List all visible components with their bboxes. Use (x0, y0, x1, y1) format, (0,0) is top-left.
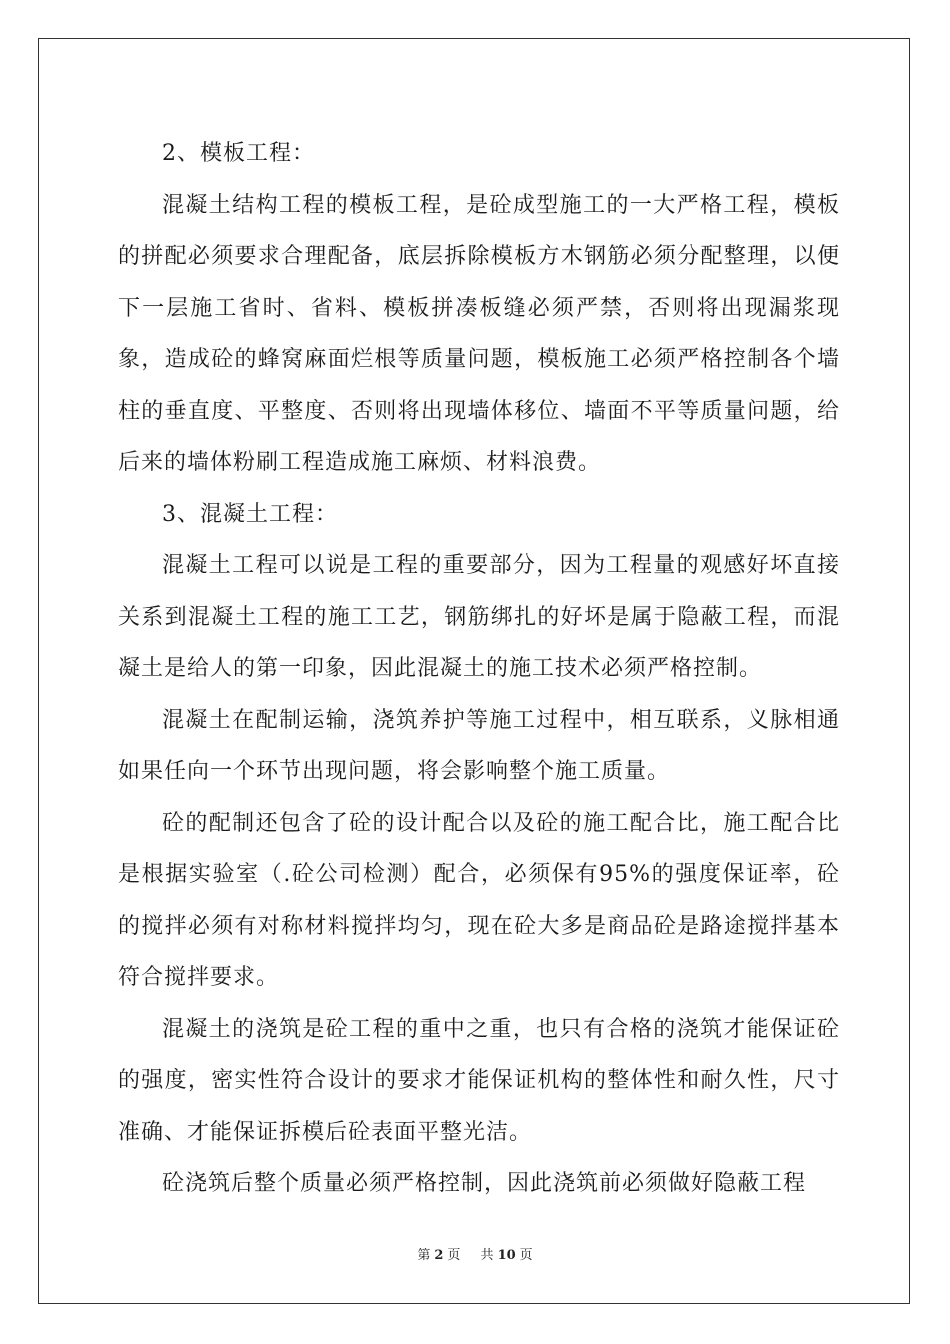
paragraph-concrete-intro: 混凝土工程可以说是工程的重要部分，因为工程量的观感好坏直接关系到混凝土工程的施工工艺，钢筋绑扎的好坏是属于隐蔽工程，而混凝土是给人的第一印象，因此混凝土的施工技术必须严格控制。 (118, 553, 840, 681)
page-number: 2 (434, 1248, 444, 1263)
paragraph-concrete-mix: 砼的配制还包含了砼的设计配合以及砼的施工配合比，施工配合比是根据实验室（.砼公司检测）配合，必须保有95%的强度保证率，砼的搅拌必须有对称材料搅拌均匀，现在砼大多是商品砼是路途搅拌基本符合搅拌要求。 (118, 810, 840, 990)
paragraph-concrete-pouring: 混凝土的浇筑是砼工程的重中之重，也只有合格的浇筑才能保证砼的强度，密实性符合设计的要求才能保证机构的整体性和耐久性，尺寸准确、才能保证拆模后砼表面平整光洁。 (118, 1016, 840, 1145)
total-prefix: 共 (480, 1248, 494, 1263)
paragraph-concrete-quality: 砼浇筑后整个质量必须严格控制，因此浇筑前必须做好隐蔽工程 (162, 1171, 807, 1196)
total-indicator (477, 1248, 537, 1263)
total-suffix: 页 (519, 1248, 533, 1263)
page-prefix: 第 (417, 1248, 431, 1263)
paragraph-formwork: 混凝土结构工程的模板工程，是砼成型施工的一大严格工程，模板的拼配必须要求合理配备，底层拆除模板方木钢筋必须分配整理，以便下一层施工省时、省料、模板拼凑板缝必须严禁，否则将出现漏浆现象，造成砼的蜂窝麻面烂根等质量问题，模板施工必须严格控制各个墙柱的垂直度、平整度、否则将出现墙体移位、墙面不平等质量问题，给后来的墙体粉刷工程造成施工麻烦、材料浪费。 (118, 192, 840, 475)
section-heading-formwork: 2、模板工程： (162, 141, 315, 166)
total-number: 10 (497, 1248, 516, 1263)
page-suffix: 页 (447, 1248, 461, 1263)
document-body (118, 128, 840, 1210)
paragraph-concrete-process: 混凝土在配制运输，浇筑养护等施工过程中，相互联系，义脉相通如果任向一个环节出现问题，将会影响整个施工质量。 (118, 707, 840, 784)
page-footer (0, 1244, 950, 1263)
page-indicator (413, 1248, 464, 1263)
section-heading-concrete: 3、混凝土工程： (162, 501, 338, 527)
